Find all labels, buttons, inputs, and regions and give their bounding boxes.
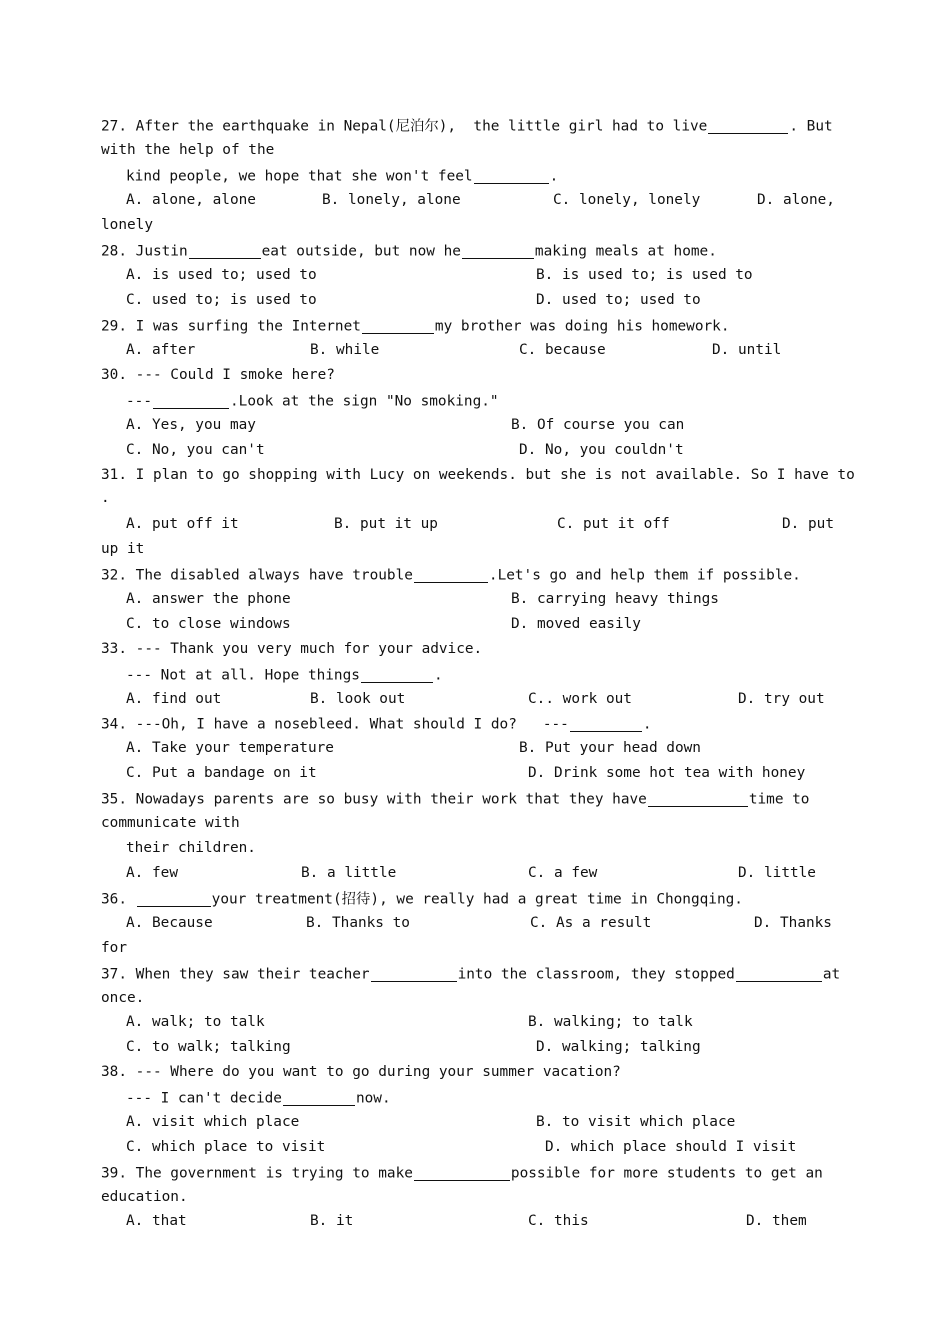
q35-end: time to xyxy=(748,791,810,808)
q33-option-b: B. look out xyxy=(310,691,406,707)
q27-option-d-wrap: lonely xyxy=(101,217,153,233)
q37-option-a: A. walk; to talk xyxy=(126,1014,265,1030)
q34-option-c: C. Put a bandage on it xyxy=(126,765,317,781)
q38-option-b: B. to visit which place xyxy=(536,1114,736,1130)
q35-option-c: C. a few xyxy=(528,865,598,881)
question-31: 31. I plan to go shopping with Lucy on weekends. but she is not available. So I have to xyxy=(101,467,855,483)
q38-option-a: A. visit which place xyxy=(126,1114,300,1130)
q31-option-b: B. put it up xyxy=(334,516,438,532)
answer-blank xyxy=(361,667,433,683)
q33-option-d: D. try out xyxy=(738,691,825,707)
q36-number: 36. xyxy=(101,891,127,908)
q37-mid: into the classroom, they stopped xyxy=(457,966,735,983)
answer-blank xyxy=(474,168,549,184)
q29-stem: 29. I was surfing the Internet xyxy=(101,318,361,335)
q32-option-b: B. carrying heavy things xyxy=(511,591,719,607)
q27-line3 xyxy=(126,168,558,184)
q39-continuation: education. xyxy=(101,1189,188,1205)
q32-option-a: A. answer the phone xyxy=(126,591,291,607)
q31-option-d-wrap: up it xyxy=(101,541,145,557)
q35-option-a: A. few xyxy=(126,865,178,881)
question-38: 38. --- Where do you want to go during your summer vacation? xyxy=(101,1064,621,1080)
q38-text: --- I can't decide xyxy=(126,1090,282,1107)
question-34 xyxy=(101,716,652,732)
q35-continuation: communicate with xyxy=(101,815,240,831)
q32-end: .Let's go and help them if possible. xyxy=(488,567,801,584)
q28-option-d: D. used to; used to xyxy=(536,292,701,308)
q32-option-d: D. moved easily xyxy=(511,616,641,632)
question-30: 30. --- Could I smoke here? xyxy=(101,367,335,383)
question-29 xyxy=(101,318,730,334)
q37-option-c: C. to walk; talking xyxy=(126,1039,291,1055)
answer-blank xyxy=(570,716,642,732)
q37-option-d: D. walking; talking xyxy=(536,1039,701,1055)
question-28 xyxy=(101,243,717,259)
q30-option-d: D. No, you couldn't xyxy=(519,442,684,458)
q36-option-d-wrap: for xyxy=(101,940,127,956)
answer-blank xyxy=(362,318,434,334)
q35-option-d: D. little xyxy=(738,865,816,881)
q31-option-c: C. put it off xyxy=(557,516,670,532)
answer-blank xyxy=(153,393,229,409)
answer-blank xyxy=(414,1165,510,1181)
q36-option-d: D. Thanks xyxy=(754,915,832,931)
q28-mid: eat outside, but now he xyxy=(261,243,461,260)
q27-option-c: C. lonely, lonely xyxy=(553,192,701,208)
q37-continuation: once. xyxy=(101,990,145,1006)
q39-option-a: A. that xyxy=(126,1213,187,1229)
q27-period: . xyxy=(549,168,559,185)
q30-end: .Look at the sign "No smoking." xyxy=(230,393,499,410)
q29-option-d: D. until xyxy=(712,342,782,358)
q33-line2 xyxy=(126,667,443,683)
q36-end: your treatment(招待), we really had a great time in Chongqing. xyxy=(211,891,743,908)
q27-option-d: D. alone, xyxy=(757,192,835,208)
q38-end: now. xyxy=(355,1090,391,1107)
q39-option-b: B. it xyxy=(310,1213,354,1229)
q30-dash: --- xyxy=(126,393,152,410)
q33-option-a: A. find out xyxy=(126,691,222,707)
q29-option-a: A. after xyxy=(126,342,196,358)
q35-option-b: B. a little xyxy=(301,865,397,881)
q38-option-c: C. which place to visit xyxy=(126,1139,326,1155)
q27-stem-end: . But xyxy=(789,118,833,135)
q35-line3: their children. xyxy=(126,840,256,856)
q28-option-a: A. is used to; used to xyxy=(126,267,317,283)
q30-option-a: A. Yes, you may xyxy=(126,417,256,433)
q28-option-b: B. is used to; is used to xyxy=(536,267,753,283)
q35-stem: 35. Nowadays parents are so busy with their work that they have xyxy=(101,791,647,808)
answer-blank xyxy=(137,891,211,907)
q39-option-d: D. them xyxy=(746,1213,807,1229)
q34-option-d: D. Drink some hot tea with honey xyxy=(528,765,806,781)
answer-blank xyxy=(189,243,261,259)
q36-option-a: A. Because xyxy=(126,915,213,931)
q34-option-a: A. Take your temperature xyxy=(126,740,334,756)
question-32 xyxy=(101,567,801,583)
question-36 xyxy=(101,891,743,907)
q33-period: . xyxy=(433,667,443,684)
q34-period: . xyxy=(642,716,652,733)
q27-stem: 27. After the earthquake in Nepal(尼泊尔), the little girl had to live xyxy=(101,118,708,135)
answer-blank xyxy=(283,1090,355,1106)
answer-blank xyxy=(708,118,788,134)
q37-option-b: B. walking; to talk xyxy=(528,1014,693,1030)
answer-blank xyxy=(462,243,534,259)
question-33: 33. --- Thank you very much for your advice. xyxy=(101,641,483,657)
q36-option-c: C. As a result xyxy=(530,915,652,931)
q38-option-d: D. which place should I visit xyxy=(545,1139,797,1155)
q27-text: kind people, we hope that she won't feel xyxy=(126,168,473,185)
q31-option-d: D. put xyxy=(782,516,834,532)
q37-end: at xyxy=(822,966,841,983)
q31-period: . xyxy=(101,490,110,506)
question-37 xyxy=(101,966,840,982)
q27-continuation: with the help of the xyxy=(101,142,275,158)
question-39 xyxy=(101,1165,823,1181)
q38-line2 xyxy=(126,1090,391,1106)
q34-stem: 34. ---Oh, I have a nosebleed. What should I do? --- xyxy=(101,716,569,733)
q29-option-b: B. while xyxy=(310,342,380,358)
q27-option-b: B. lonely, alone xyxy=(322,192,461,208)
q28-stem: 28. Justin xyxy=(101,243,188,260)
answer-blank xyxy=(414,567,488,583)
q30-option-b: B. Of course you can xyxy=(511,417,685,433)
q28-end: making meals at home. xyxy=(534,243,717,260)
q36-option-b: B. Thanks to xyxy=(306,915,410,931)
q33-option-c: C.. work out xyxy=(528,691,632,707)
q30-line2 xyxy=(126,393,499,409)
q34-option-b: B. Put your head down xyxy=(519,740,701,756)
q32-option-c: C. to close windows xyxy=(126,616,291,632)
q27-option-a: A. alone, alone xyxy=(126,192,256,208)
q31-option-a: A. put off it xyxy=(126,516,239,532)
question-27 xyxy=(101,118,833,134)
answer-blank xyxy=(736,966,822,982)
answer-blank xyxy=(648,791,748,807)
q29-end: my brother was doing his homework. xyxy=(434,318,730,335)
q28-option-c: C. used to; is used to xyxy=(126,292,317,308)
answer-blank xyxy=(371,966,457,982)
q33-text: --- Not at all. Hope things xyxy=(126,667,360,684)
q37-stem: 37. When they saw their teacher xyxy=(101,966,370,983)
q30-option-c: C. No, you can't xyxy=(126,442,265,458)
q39-option-c: C. this xyxy=(528,1213,589,1229)
question-35 xyxy=(101,791,809,807)
q39-stem: 39. The government is trying to make xyxy=(101,1165,413,1182)
q32-stem: 32. The disabled always have trouble xyxy=(101,567,413,584)
q29-option-c: C. because xyxy=(519,342,606,358)
q39-end: possible for more students to get an xyxy=(510,1165,823,1182)
